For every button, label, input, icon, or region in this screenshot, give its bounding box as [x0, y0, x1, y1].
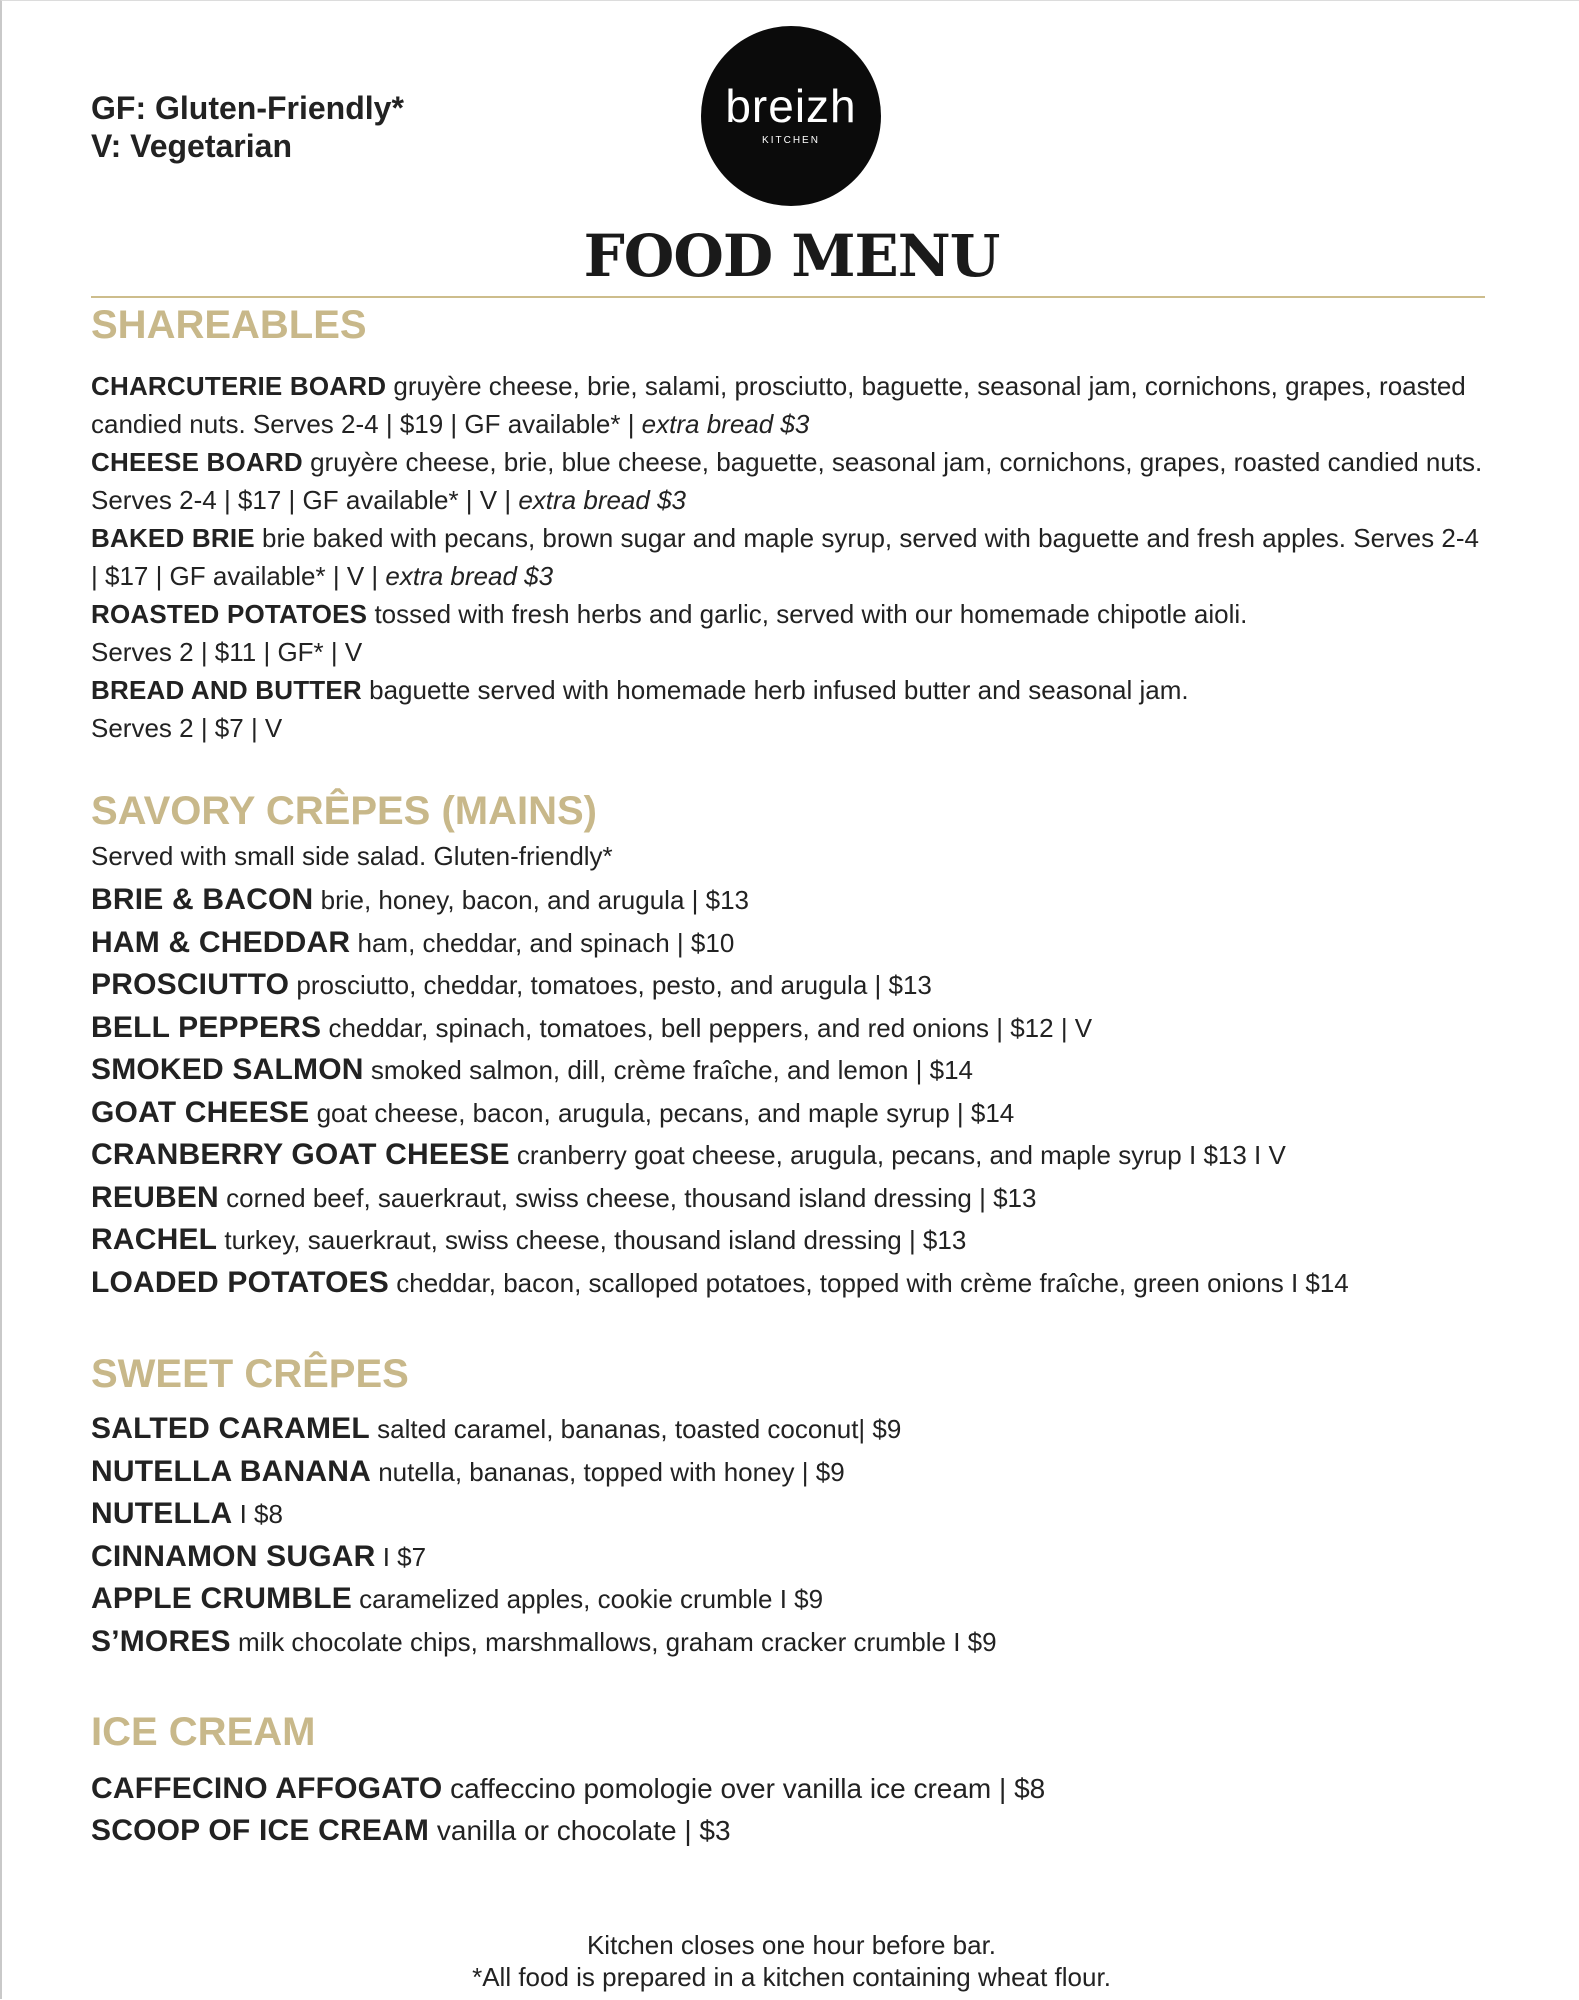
item-name: GOAT CHEESE [91, 1095, 310, 1129]
page-title: FOOD MENU [583, 222, 1000, 290]
item-desc: corned beef, sauerkraut, swiss cheese, thousand island dressing | $13 [218, 1182, 1037, 1213]
item-desc: smoked salmon, dill, crème fraîche, and lemon | $14 [363, 1055, 973, 1085]
footer-line-2: *All food is prepared in a kitchen containing wheat flour. [472, 1962, 1111, 1992]
item-desc: salted caramel, bananas, toasted coconut| $9 [369, 1414, 902, 1444]
item-name: RACHEL [91, 1223, 218, 1256]
item-desc: cheddar, bacon, scalloped potatoes, topped with crème fraîche, green onions I $14 [389, 1267, 1349, 1298]
breizh-logo [701, 26, 881, 206]
logo-sub: KITCHEN [762, 135, 820, 146]
section-shareables [91, 301, 1491, 747]
item-serving: Serves 2 | $11 | GF* | V [91, 637, 363, 667]
section-savory-crepes [91, 787, 1491, 1304]
item-name: CHARCUTERIE BOARD [91, 371, 387, 401]
item-name: HAM & CHEDDAR [91, 925, 351, 959]
footer-line-1: Kitchen closes one hour before bar. [586, 1930, 997, 1960]
item-name: S’MORES [91, 1624, 231, 1658]
item-desc: cheddar, spinach, tomatoes, bell peppers, and red onions | $12 | V [321, 1012, 1093, 1043]
section-note: Served with small side salad. Gluten-friendly* [91, 841, 613, 871]
item-desc: cranberry goat cheese, arugula, pecans, and maple syrup I $13 I V [509, 1140, 1286, 1170]
menu-item [91, 1493, 1491, 1536]
menu-item [91, 367, 1491, 443]
item-desc: prosciutto, cheddar, tomatoes, pesto, and arugula | $13 [289, 970, 932, 1000]
footer-notes [2, 1929, 1579, 1993]
item-desc: brie baked with pecans, brown sugar and maple syrup, served with baguette and fresh apples. Serves 2-4 | $17 | GF available* | V | [91, 523, 1479, 591]
menu-item [91, 1621, 1491, 1664]
item-extra: extra bread $3 [385, 561, 554, 591]
item-serving: Serves 2 | $7 | V [91, 713, 283, 743]
section-title: SWEET CRÊPES [91, 1352, 409, 1396]
item-name: PROSCIUTTO [91, 968, 290, 1001]
section-sweet-crepes [91, 1350, 1491, 1663]
item-desc: ham, cheddar, and spinach | $10 [350, 927, 735, 958]
menu-item [91, 595, 1491, 671]
item-desc: brie, honey, bacon, and arugula | $13 [313, 885, 749, 915]
item-desc: gruyère cheese, brie, salami, prosciutto, baguette, seasonal jam, cornichons, grapes, roasted candied nuts. Serves 2-4 | $19 | GF available* | [91, 371, 1466, 439]
menu-item [91, 1219, 1491, 1262]
section-ice-cream [91, 1708, 1491, 1852]
item-name: BELL PEPPERS [91, 1010, 322, 1044]
item-desc: tossed with fresh herbs and garlic, served with our homemade chipotle aioli. [367, 599, 1248, 629]
menu-item [91, 964, 1491, 1007]
legend-v: V: Vegetarian [91, 128, 292, 164]
item-desc: goat cheese, bacon, arugula, pecans, and maple syrup | $14 [309, 1097, 1015, 1128]
item-name: CINNAMON SUGAR [91, 1539, 376, 1573]
item-desc: gruyère cheese, brie, blue cheese, baguette, seasonal jam, cornichons, grapes, roasted candied nuts. Serves 2-4 | $17 | GF available* | V | [91, 447, 1483, 515]
menu-item [91, 879, 1491, 922]
item-name: CHEESE BOARD [91, 447, 303, 477]
section-title: SHAREABLES [91, 303, 367, 347]
menu-item [91, 1408, 1491, 1451]
menu-item [91, 1092, 1491, 1135]
item-desc: nutella, bananas, topped with honey | $9 [371, 1456, 845, 1487]
menu-item [91, 1578, 1491, 1621]
item-name: BAKED BRIE [91, 523, 255, 553]
item-name: SCOOP OF ICE CREAM [91, 1814, 430, 1847]
item-name: CRANBERRY GOAT CHEESE [91, 1138, 510, 1171]
menu-item [91, 1049, 1491, 1092]
item-extra: extra bread $3 [641, 409, 810, 439]
item-desc: turkey, sauerkraut, swiss cheese, thousand island dressing | $13 [217, 1225, 967, 1255]
item-name: APPLE CRUMBLE [91, 1582, 352, 1615]
menu-item [91, 1451, 1491, 1494]
item-name: SMOKED SALMON [91, 1053, 364, 1086]
item-desc: vanilla or chocolate | $3 [429, 1815, 731, 1846]
title-divider [91, 296, 1485, 298]
item-name: NUTELLA BANANA [91, 1454, 371, 1488]
section-title: SAVORY CRÊPES (MAINS) [91, 789, 597, 833]
menu-item [91, 443, 1491, 519]
item-name: CAFFECINO AFFOGATO [91, 1772, 443, 1805]
menu-item [91, 1536, 1491, 1579]
item-desc: baguette served with homemade herb infused butter and seasonal jam. [361, 675, 1189, 705]
menu-item [91, 1810, 1491, 1852]
item-name: ROASTED POTATOES [91, 599, 368, 629]
menu-item [91, 1134, 1491, 1177]
section-title: ICE CREAM [91, 1710, 316, 1754]
menu-item [91, 1768, 1491, 1810]
item-desc: milk chocolate chips, marshmallows, graham cracker crumble I $9 [230, 1626, 997, 1657]
item-name: REUBEN [91, 1180, 219, 1214]
item-desc: caramelized apples, cookie crumble I $9 [351, 1584, 824, 1614]
menu-item [91, 922, 1491, 965]
menu-item [91, 1262, 1491, 1305]
item-name: SALTED CARAMEL [91, 1412, 370, 1445]
item-desc: I $8 [232, 1499, 283, 1529]
menu-item [91, 1007, 1491, 1050]
item-name: BREAD AND BUTTER [91, 675, 362, 705]
menu-item [91, 1177, 1491, 1220]
item-desc: I $7 [375, 1541, 427, 1572]
menu-item [91, 519, 1491, 595]
dietary-legend [91, 89, 404, 165]
item-extra: extra bread $3 [518, 485, 686, 515]
menu-item [91, 671, 1491, 747]
logo-brand: breizh [725, 80, 857, 132]
item-desc: caffeccino pomologie over vanilla ice cream | $8 [442, 1773, 1046, 1804]
item-name: BRIE & BACON [91, 883, 314, 916]
legend-gf: GF: Gluten-Friendly* [91, 90, 404, 126]
item-name: NUTELLA [91, 1497, 233, 1530]
item-name: LOADED POTATOES [91, 1265, 390, 1299]
